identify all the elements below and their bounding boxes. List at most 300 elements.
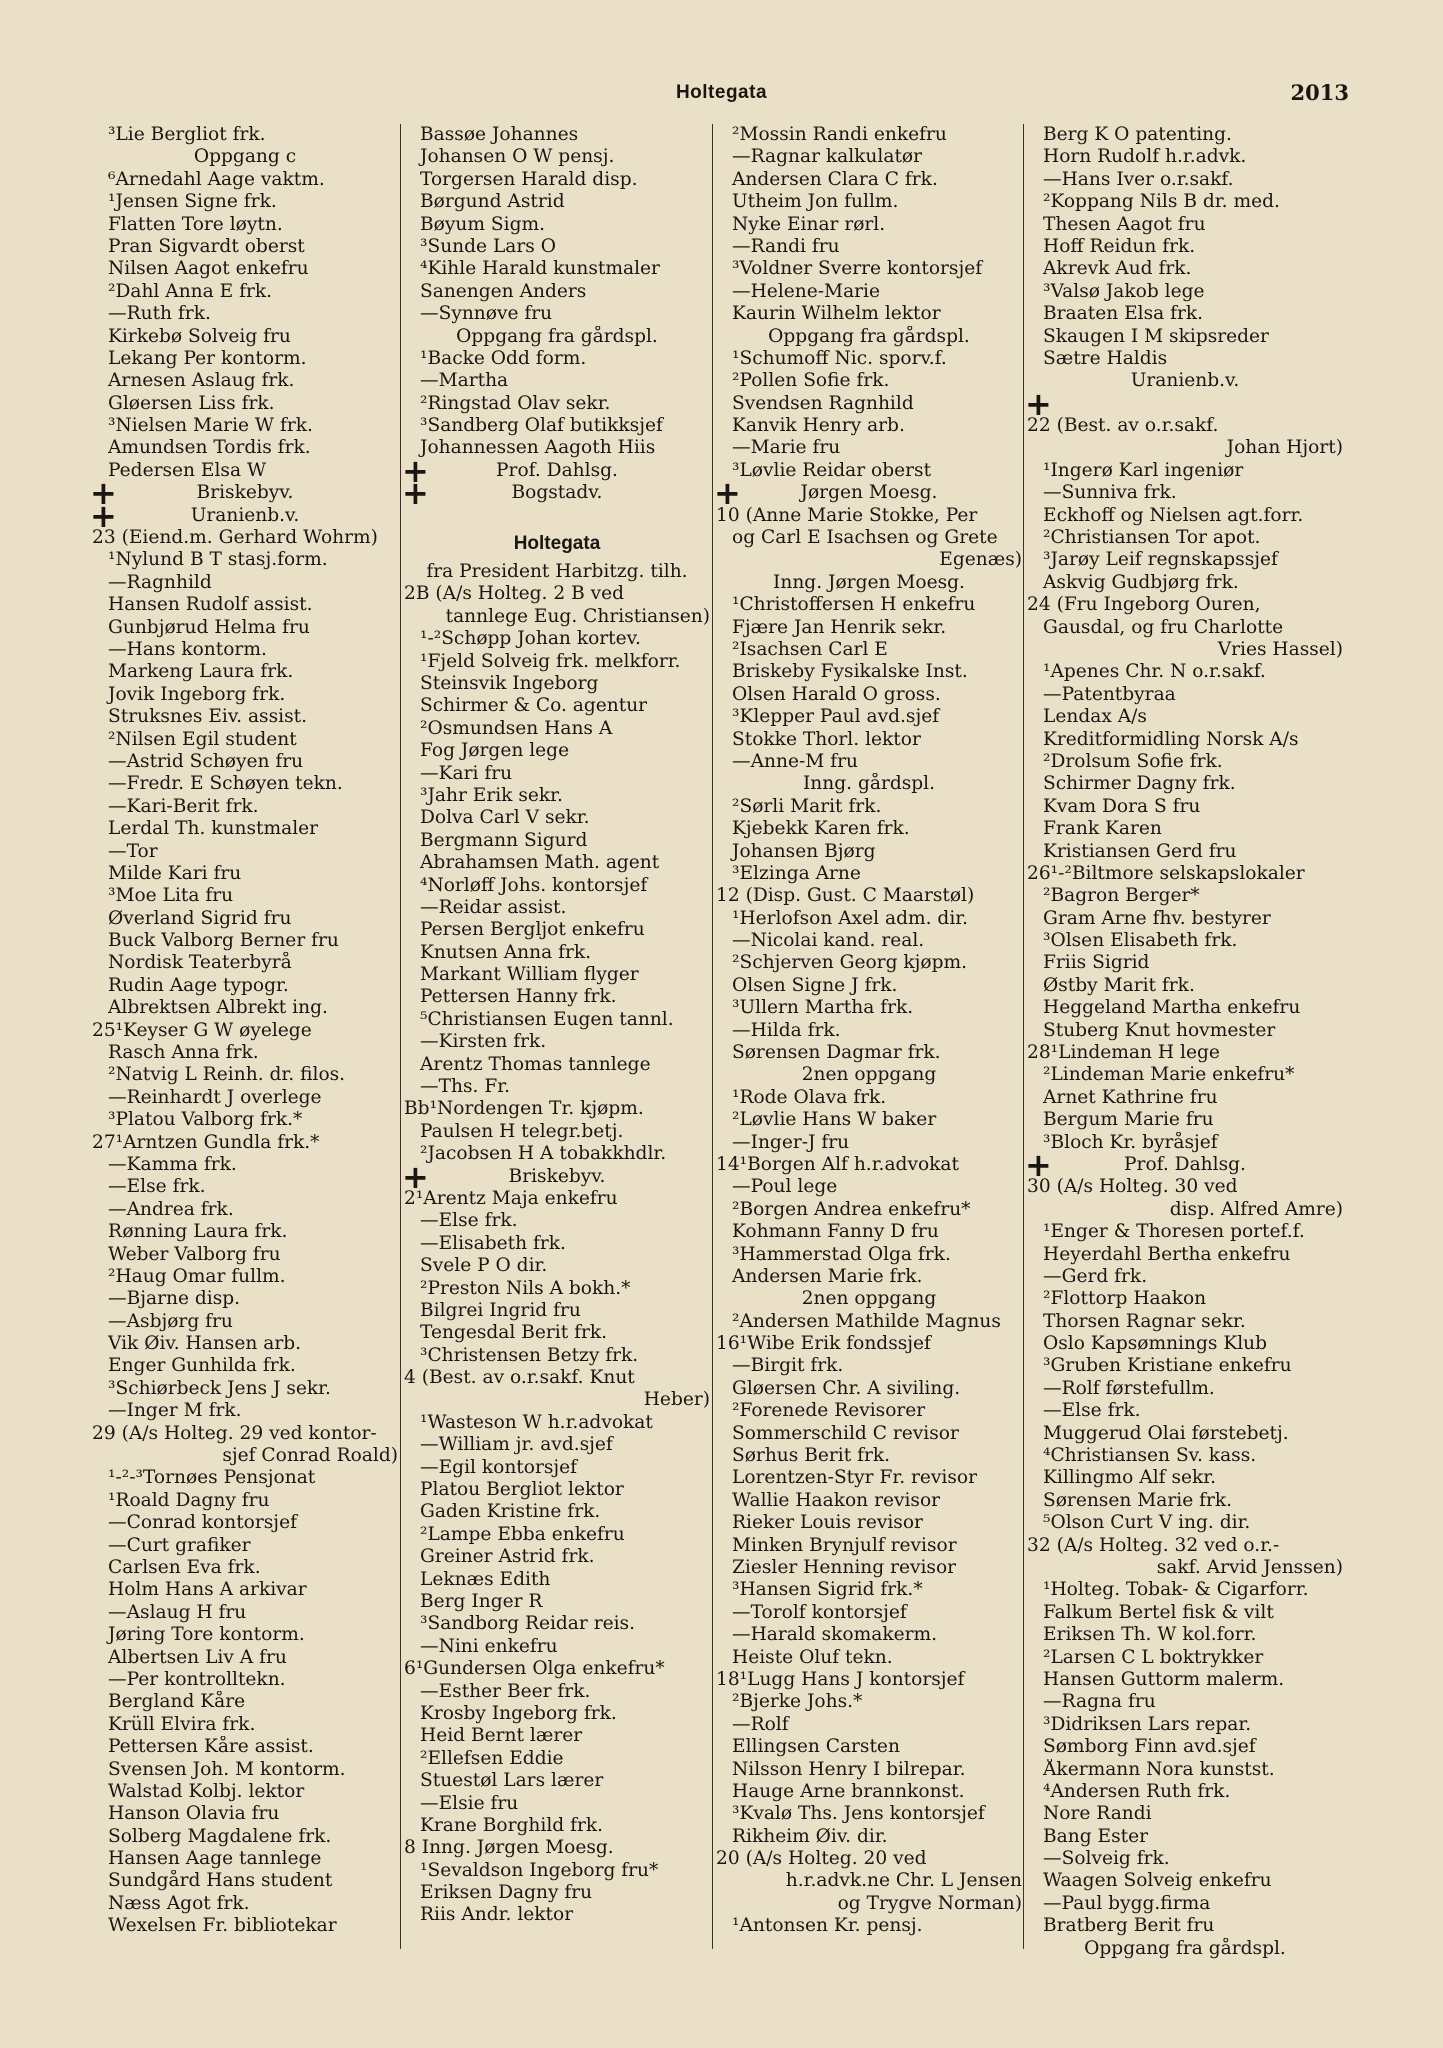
directory-entry: ³Hansen Sigrid frk.* <box>732 1579 923 1601</box>
directory-entry: Friis Sigrid <box>1043 952 1150 974</box>
directory-entry: —Curt grafiker <box>108 1534 251 1556</box>
directory-entry: —Kirsten frk. <box>420 1031 547 1053</box>
directory-entry: —Ruth frk. <box>108 303 211 325</box>
directory-entry: fra President Harbitzg. tilh. <box>426 561 688 583</box>
directory-entry: ²Pollen Sofie frk. <box>732 370 890 392</box>
directory-entry: —Anne-M fru <box>732 750 858 772</box>
cross-street-marker: + Prof. Dahlsg. <box>404 460 710 482</box>
directory-entry: —Fredr. E Schøyen tekn. <box>108 773 343 795</box>
directory-entry: ³Kvalø Ths. Jens kontorsjef <box>732 1803 985 1825</box>
directory-entry: Sanengen Anders <box>420 280 587 302</box>
directory-entry: ²Forenede Revisorer <box>732 1400 926 1422</box>
directory-entry: Flatten Tore løytn. <box>108 213 283 235</box>
directory-entry: —Astrid Schøyen fru <box>108 750 304 772</box>
directory-entry: ³Didriksen Lars repar. <box>1043 1713 1252 1735</box>
directory-entry: Børgund Astrid <box>420 191 565 213</box>
directory-entry: Bergum Marie fru <box>1043 1109 1214 1131</box>
directory-entry: —Paul bygg.firma <box>1043 1892 1211 1914</box>
directory-entry: Kirkebø Solveig fru <box>108 325 291 347</box>
directory-entry: Johansen O W pensj. <box>420 146 615 168</box>
directory-entry: Eckhoff og Nielsen agt.forr. <box>1043 504 1304 526</box>
directory-entry: ²Natvig L Reinh. dr. filos. <box>108 1064 346 1086</box>
directory-entry: ²Ellefsen Eddie <box>420 1747 564 1769</box>
directory-entry: ²Drolsum Sofie frk. <box>1043 750 1223 772</box>
directory-entry: Bb¹Nordengen Tr. kjøpm. <box>404 1098 644 1120</box>
directory-entry: 25¹Keyser G W øyelege <box>92 1019 312 1041</box>
directory-entry: Vik Øiv. Hansen arb. <box>108 1333 302 1355</box>
directory-entry: Carlsen Eva frk. <box>108 1557 261 1578</box>
directory-entry: Torgersen Harald disp. <box>420 168 638 190</box>
directory-entry: Schirmer Dagny frk. <box>1043 773 1236 795</box>
directory-entry: ¹Fjeld Solveig frk. melkforr. <box>420 650 681 672</box>
directory-entry: Nore Randi <box>1043 1803 1152 1825</box>
directory-entry: ³Voldner Sverre kontorsjef <box>732 258 983 280</box>
directory-entry: Weber Valborg fru <box>108 1243 281 1265</box>
page-number: 2013 <box>1290 80 1349 105</box>
directory-entry: Stokke Thorl. lektor <box>732 728 921 750</box>
directory-entry: Johannessen Aagoth Hiis <box>420 437 656 459</box>
directory-entry: ⁴Norløff Johs. kontorsjef <box>420 874 648 896</box>
directory-entry: —Solveig frk. <box>1043 1848 1170 1870</box>
directory-entry: 2B (A/s Holteg. 2 B ved <box>404 583 625 605</box>
directory-entry: —Harald skomakerm. <box>732 1624 938 1646</box>
directory-entry: Dolva Carl V sekr. <box>420 807 590 829</box>
directory-entry: Uranienb.v. <box>1130 370 1240 392</box>
directory-entry: ³Jarøy Leif regnskapssjef <box>1043 549 1278 571</box>
directory-entry: Sørensen Dagmar frk. <box>732 1042 941 1064</box>
directory-entry: Falkum Bertel fisk & vilt <box>1043 1601 1274 1623</box>
column-divider <box>712 124 713 1949</box>
directory-entry: —Tor <box>108 840 158 862</box>
directory-entry: 2nen oppgang <box>801 1064 937 1086</box>
column-1 <box>92 124 398 1938</box>
directory-entry: ¹Sevaldson Ingeborg fru* <box>420 1859 659 1881</box>
directory-entry: Heber) <box>643 1389 710 1411</box>
directory-entry: —Birgit frk. <box>732 1355 844 1377</box>
directory-entry: 2¹Arentz Maja enkefru <box>404 1187 618 1209</box>
directory-entry: Johan Hjort) <box>1226 437 1343 459</box>
directory-entry: ²Larsen C L boktrykker <box>1043 1646 1264 1668</box>
directory-entry: Berg K O patenting. <box>1043 124 1232 145</box>
directory-entry: 14¹Borgen Alf h.r.advokat <box>716 1153 959 1175</box>
directory-entry: Utheim Jon fullm. <box>732 191 899 213</box>
directory-entry: Kanvik Henry arb. <box>732 415 905 437</box>
directory-entry: Lendax A/s <box>1043 706 1147 728</box>
directory-entry: Gausdal, og fru Charlotte <box>1043 616 1284 638</box>
directory-entry: ³Løvlie Reidar oberst <box>732 459 932 481</box>
directory-entry: Riis Andr. lektor <box>420 1904 574 1926</box>
directory-entry: Gram Arne fhv. bestyrer <box>1043 907 1271 929</box>
directory-entry: og Carl E Isachsen og Grete <box>732 527 998 549</box>
directory-entry: Rønning Laura frk. <box>108 1221 288 1243</box>
directory-entry: —Randi fru <box>732 235 840 257</box>
directory-entry: Sømborg Finn avd.sjef <box>1043 1736 1256 1758</box>
directory-entry: ²Løvlie Hans W baker <box>732 1109 937 1131</box>
directory-entry: Berg Inger R <box>420 1591 543 1612</box>
directory-entry: Sundgård Hans student <box>108 1870 333 1892</box>
directory-entry: ⁶Arnedahl Aage vaktm. <box>108 168 325 190</box>
column-3 <box>716 124 1022 1938</box>
directory-entry: Johansen Bjørg <box>732 840 876 862</box>
directory-entry: Schirmer & Co. agentur <box>420 695 648 717</box>
directory-entry: sjef Conrad Roald) <box>222 1445 398 1467</box>
directory-entry: ¹Apenes Chr. N o.r.sakf. <box>1043 661 1266 683</box>
directory-entry: —Bjarne disp. <box>108 1288 241 1310</box>
directory-entry: Bilgrei Ingrid fru <box>420 1299 581 1321</box>
directory-entry: —Per kontrolltekn. <box>108 1668 286 1690</box>
directory-entry: ³Bloch Kr. byråsjef <box>1043 1131 1218 1153</box>
directory-entry: Sætre Haldis <box>1043 347 1168 369</box>
directory-entry: 23 (Eiend.m. Gerhard Wohrm) <box>92 527 378 549</box>
directory-entry: ³Ullern Martha frk. <box>732 997 914 1019</box>
directory-entry: Abrahamsen Math. agent <box>420 852 660 874</box>
directory-entry: Kreditformidling Norsk A/s <box>1043 728 1299 750</box>
directory-entry: Killingmo Alf sekr. <box>1043 1467 1217 1489</box>
directory-entry: —Else frk. <box>108 1176 206 1198</box>
directory-entry: ¹Wasteson W h.r.advokat <box>420 1411 653 1433</box>
directory-entry: ²Isachsen Carl E <box>732 638 888 660</box>
directory-entry: ²Andersen Mathilde Magnus <box>732 1310 1001 1332</box>
directory-entry: —Aslaug H fru <box>108 1601 247 1623</box>
directory-entry <box>404 505 710 527</box>
directory-entry: Jovik Ingeborg frk. <box>108 683 286 705</box>
directory-entry: —Esther Beer frk. <box>420 1680 591 1702</box>
directory-entry: Kjebekk Karen frk. <box>732 818 910 840</box>
directory-entry: —Ragnhild <box>108 571 212 593</box>
directory-entry: —Gerd frk. <box>1043 1265 1148 1287</box>
directory-entry: Kohmann Fanny D fru <box>732 1221 939 1243</box>
directory-entry: 32 (A/s Holteg. 32 ved o.r.- <box>1027 1534 1280 1556</box>
directory-entry: ²Nilsen Egil student <box>108 728 297 750</box>
directory-entry: Arnesen Aslaug frk. <box>108 370 295 392</box>
directory-entry: —Reinhardt J overlege <box>108 1086 322 1108</box>
directory-entry: Arnet Kathrine fru <box>1043 1086 1218 1108</box>
directory-entry: Knutsen Anna frk. <box>420 941 592 963</box>
directory-entry: ³Sunde Lars O <box>420 235 556 257</box>
directory-entry: Åkermann Nora kunstst. <box>1043 1758 1275 1780</box>
directory-entry: Heyerdahl Bertha enkefru <box>1043 1243 1291 1265</box>
directory-entry: Eriksen Dagny fru <box>420 1882 593 1904</box>
directory-entry: 28¹Lindeman H lege <box>1027 1042 1220 1064</box>
directory-entry: —Inger M frk. <box>108 1400 242 1422</box>
directory-entry: ²Bagron Berger* <box>1043 885 1200 907</box>
directory-entry: ¹Enger & Thoresen portef.f. <box>1043 1221 1305 1243</box>
directory-entry: Østby Marit frk. <box>1043 974 1195 996</box>
directory-entry: —Hans kontorm. <box>108 638 267 660</box>
directory-entry: ³Christensen Betzy frk. <box>420 1344 639 1366</box>
directory-entry: ²Osmundsen Hans A <box>420 717 613 739</box>
directory-entry: ¹‑²Schøpp Johan kortev. <box>420 628 641 650</box>
directory-entry: ³Lie Bergliot frk. <box>108 124 266 145</box>
directory-entry: —Asbjørg fru <box>108 1310 233 1332</box>
directory-entry: Steinsvik Ingeborg <box>420 672 599 694</box>
directory-entry: ¹Jensen Signe frk. <box>108 191 277 213</box>
directory-entry: —Andrea frk. <box>108 1198 234 1220</box>
directory-entry: Briskeby Fysikalske Inst. <box>732 661 968 683</box>
directory-entry: Pran Sigvardt oberst <box>108 235 305 257</box>
directory-entry: —Hilda frk. <box>732 1019 841 1041</box>
directory-entry: ²Mossin Randi enkefru <box>732 124 947 145</box>
directory-entry: ¹Schumoff Nic. sporv.f. <box>732 347 947 369</box>
directory-entry: Albrektsen Albrekt ing. <box>108 997 328 1019</box>
directory-entry: Buck Valborg Berner fru <box>108 930 339 952</box>
directory-entry: ³Moe Lita fru <box>108 885 234 907</box>
directory-entry: —Poul lege <box>732 1176 838 1198</box>
directory-entry: Hanson Olavia fru <box>108 1803 280 1825</box>
directory-entry: ²Christiansen Tor apot. <box>1043 527 1261 549</box>
directory-entry: —Rolf <box>732 1713 789 1735</box>
directory-entry: 8 Inng. Jørgen Moesg. <box>404 1837 614 1859</box>
cross-street-marker: + Jørgen Moesg. <box>716 482 1022 504</box>
column-4 <box>1027 124 1343 1960</box>
directory-entry: ¹Herlofson Axel adm. dir. <box>732 907 969 929</box>
directory-entry: tannlege Eug. Christiansen) <box>445 605 710 627</box>
directory-entry: ³Hammerstad Olga frk. <box>732 1243 951 1265</box>
directory-entry: Stuestøl Lars lærer <box>420 1770 604 1792</box>
directory-entry: Skaugen I M skipsreder <box>1043 325 1269 347</box>
directory-entry: ³Nielsen Marie W frk. <box>108 415 313 437</box>
directory-entry: ⁵Christiansen Eugen tannl. <box>420 1008 674 1030</box>
directory-entry: ¹Rode Olava frk. <box>732 1086 887 1108</box>
directory-entry: Oppgang fra gårdspl. <box>768 325 970 347</box>
directory-entry: Braaten Elsa frk. <box>1043 303 1204 325</box>
directory-entry: —Ragnar kalkulatør <box>732 146 922 168</box>
directory-entry: ²Lampe Ebba enkefru <box>420 1523 625 1545</box>
directory-entry: Pedersen Elsa W <box>108 459 267 481</box>
directory-entry: —Else frk. <box>420 1210 518 1232</box>
directory-entry: Lekang Per kontorm. <box>108 347 307 369</box>
directory-entry: Krosby Ingeborg frk. <box>420 1702 617 1724</box>
directory-entry: —Reidar assist. <box>420 896 567 918</box>
directory-entry: Nilsson Henry I bilrepar. <box>732 1758 966 1780</box>
directory-entry: ²Schjerven Georg kjøpm. <box>732 952 968 974</box>
directory-entry: Rasch Anna frk. <box>108 1042 259 1064</box>
directory-entry: Andersen Clara C frk. <box>732 168 938 190</box>
directory-entry: ¹Ingerø Karl ingeniør <box>1043 459 1244 481</box>
directory-entry: 6¹Gundersen Olga enkefru* <box>404 1658 665 1680</box>
directory-entry: Thesen Aagot fru <box>1043 213 1206 235</box>
directory-entry: ²Lindeman Marie enkefru* <box>1043 1064 1295 1086</box>
directory-entry: Oppgang c <box>193 146 297 168</box>
directory-entry: Hauge Arne brannkonst. <box>732 1780 965 1802</box>
directory-entry: Bang Ester <box>1043 1825 1149 1847</box>
directory-entry: Ziesler Henning revisor <box>732 1557 957 1578</box>
directory-entry: 16¹Wibe Erik fondssjef <box>716 1333 931 1355</box>
directory-entry: —Egil kontorsjef <box>420 1456 578 1478</box>
directory-entry: Albertsen Liv A fru <box>108 1646 287 1668</box>
directory-entry: ³Gruben Kristiane enkefru <box>1043 1355 1292 1377</box>
directory-entry: Wexelsen Fr. bibliotekar <box>108 1915 337 1937</box>
directory-entry: ³Jahr Erik sekr. <box>420 784 563 806</box>
directory-entry: Krüll Elvira frk. <box>108 1713 256 1735</box>
directory-entry: Eriksen Th. W kol.forr. <box>1043 1624 1257 1646</box>
directory-entry: Inng. Jørgen Moesg. <box>773 571 965 593</box>
column-divider <box>400 124 401 1949</box>
directory-entry: 27¹Arntzen Gundla frk.* <box>92 1131 320 1153</box>
directory-entry: Markeng Laura frk. <box>108 661 294 683</box>
directory-entry: ¹Nylund B T stasj.form. <box>108 549 328 571</box>
directory-entry: Waagen Solveig enkefru <box>1043 1870 1272 1892</box>
directory-entry: Stuberg Knut hovmester <box>1043 1019 1276 1041</box>
directory-entry: Hoff Reidun frk. <box>1043 235 1196 257</box>
directory-entry: 29 (A/s Holteg. 29 ved kontor- <box>92 1422 377 1444</box>
directory-entry: Paulsen H telegr.betj. <box>420 1120 624 1142</box>
directory-entry: Gløersen Liss frk. <box>108 392 275 414</box>
directory-entry: Frank Karen <box>1043 818 1162 840</box>
directory-entry: Lorentzen-Styr Fr. revisor <box>732 1467 977 1489</box>
directory-entry: Heiste Oluf tekn. <box>732 1646 893 1668</box>
directory-entry: Gløersen Chr. A siviling. <box>732 1377 961 1399</box>
directory-entry: Walstad Kolbj. lektor <box>108 1780 305 1802</box>
directory-entry: ¹Antonsen Kr. pensj. <box>732 1915 923 1937</box>
directory-entry: Arentz Thomas tannlege <box>420 1053 651 1075</box>
directory-entry: ⁴Kihle Harald kunstmaler <box>420 258 660 280</box>
directory-entry: Hansen Guttorm malerm. <box>1043 1668 1285 1690</box>
directory-entry: Inng. gårdspl. <box>802 773 936 795</box>
directory-entry: Minken Brynjulf revisor <box>732 1534 957 1556</box>
directory-entry: Wallie Haakon revisor <box>732 1489 941 1511</box>
directory-entry: ¹Backe Odd form. <box>420 347 587 369</box>
directory-entry: og Trygve Norman) <box>837 1892 1022 1914</box>
directory-entry: Greiner Astrid frk. <box>420 1546 595 1568</box>
directory-entry: —Conrad kontorsjef <box>108 1512 297 1534</box>
directory-entry: —Torolf kontorsjef <box>732 1601 907 1623</box>
directory-entry: Kristiansen Gerd fru <box>1043 840 1237 862</box>
directory-entry: —Helene-Marie <box>732 280 880 302</box>
directory-entry: Vries Hassel) <box>1217 638 1343 660</box>
directory-entry: Kvam Dora S fru <box>1043 795 1201 817</box>
directory-entry: Lerdal Th. kunstmaler <box>108 818 319 840</box>
directory-entry: ²Jacobsen H A tobakkhdlr. <box>420 1143 667 1165</box>
directory-entry: Gunbjørud Helma fru <box>108 616 310 638</box>
directory-entry: ³Sandborg Reidar reis. <box>420 1613 635 1635</box>
directory-entry: Øverland Sigrid fru <box>108 907 292 929</box>
directory-entry: Sørensen Marie frk. <box>1043 1489 1233 1511</box>
directory-entry: ¹Holteg. Tobak- & Cigarforr. <box>1043 1579 1309 1601</box>
directory-entry: Bergmann Sigurd <box>420 829 588 851</box>
directory-entry: Ellingsen Carsten <box>732 1736 900 1758</box>
directory-entry: Enger Gunhilda frk. <box>108 1355 296 1377</box>
cross-street-marker: + Prof. Dahlsg. <box>1027 1154 1343 1176</box>
directory-entry: Næss Agot frk. <box>108 1892 250 1914</box>
directory-entry: —Synnøve fru <box>420 303 553 325</box>
directory-entry: —Kari fru <box>420 762 513 784</box>
directory-entry: Askvig Gudbjørg frk. <box>1043 571 1239 593</box>
directory-entry: Oppgang fra gårdspl. <box>1084 1937 1286 1959</box>
directory-entry: —William jr. avd.sjef <box>420 1434 613 1456</box>
directory-entry: 4 (Best. av o.r.sakf. Knut <box>404 1367 635 1389</box>
directory-entry: 10 (Anne Marie Stokke, Per <box>716 504 978 526</box>
directory-entry: Gaden Kristine frk. <box>420 1501 601 1523</box>
directory-entry: Svele P O dir. <box>420 1255 548 1277</box>
directory-entry: Rikheim Øiv. dir. <box>732 1825 888 1847</box>
directory-entry: Hansen Aage tannlege <box>108 1848 322 1870</box>
directory-entry: Krane Borghild frk. <box>420 1814 604 1836</box>
cross-street-marker <box>1027 393 1343 415</box>
directory-entry: Akrevk Aud frk. <box>1043 258 1192 280</box>
directory-entry: Muggerud Olai førstebetj. <box>1043 1422 1289 1444</box>
directory-entry: Nyke Einar rørl. <box>732 213 886 235</box>
directory-entry: 24 (Fru Ingeborg Ouren, <box>1027 594 1261 616</box>
directory-entry: 20 (A/s Holteg. 20 ved <box>716 1848 927 1870</box>
directory-entry: Milde Kari fru <box>108 862 242 884</box>
directory-entry: Struksnes Eiv. assist. <box>108 706 307 728</box>
directory-entry: ²Borgen Andrea enkefru* <box>732 1198 971 1220</box>
directory-entry: Sørhus Berit frk. <box>732 1445 891 1467</box>
directory-entry: ⁴Christiansen Sv. kass. <box>1043 1445 1257 1467</box>
directory-entry: ¹Christoffersen H enkefru <box>732 594 976 616</box>
directory-entry: Kaurin Wilhelm lektor <box>732 303 941 325</box>
directory-entry: ³Sandberg Olaf butikksjef <box>420 415 663 437</box>
directory-entry: ³Platou Valborg frk.* <box>108 1109 303 1131</box>
directory-entry: Olsen Signe J frk. <box>732 974 898 996</box>
directory-entry: Platou Bergliot lektor <box>420 1479 624 1501</box>
directory-entry: ³Elzinga Arne <box>732 862 861 884</box>
directory-entry: 18¹Lugg Hans J kontorsjef <box>716 1668 965 1690</box>
directory-entry: Fjære Jan Henrik sekr. <box>732 616 947 638</box>
directory-entry: Nordisk Teaterbyrå <box>108 952 292 974</box>
directory-entry: —Sunniva frk. <box>1043 482 1177 504</box>
directory-entry: —Marie fru <box>732 437 841 459</box>
directory-entry: Pettersen Hanny frk. <box>420 986 617 1008</box>
directory-entry: —Else frk. <box>1043 1400 1141 1422</box>
directory-entry: —Hans Iver o.r.sakf. <box>1043 168 1234 190</box>
directory-entry: Olsen Harald O gross. <box>732 683 941 705</box>
directory-entry: Andersen Marie frk. <box>732 1265 923 1287</box>
directory-entry: 30 (A/s Holteg. 30 ved <box>1027 1176 1238 1198</box>
directory-entry: ²Bjerke Johs.* <box>732 1691 863 1713</box>
directory-entry: Heid Bernt lærer <box>420 1725 583 1747</box>
directory-entry: Leknæs Edith <box>420 1568 551 1590</box>
directory-entry: Oppgang fra gårdspl. <box>456 325 658 347</box>
directory-entry: Bergland Kåre <box>108 1691 246 1713</box>
directory-entry: Oslo Kapsømnings Klub <box>1043 1333 1268 1355</box>
directory-entry: ³Schiørbeck Jens J sekr. <box>108 1377 331 1399</box>
directory-entry: 22 (Best. av o.r.sakf. <box>1027 415 1219 437</box>
directory-entry: —Rolf førstefullm. <box>1043 1377 1215 1399</box>
directory-entry: —Nicolai kand. real. <box>732 930 925 952</box>
directory-entry: Rieker Louis revisor <box>732 1512 923 1534</box>
column-2 <box>404 124 710 1927</box>
directory-entry: Solberg Magdalene frk. <box>108 1825 332 1847</box>
directory-entry: —Nini enkefru <box>420 1635 558 1657</box>
directory-entry: —Kamma frk. <box>108 1153 237 1175</box>
directory-entry: ³Olsen Elisabeth frk. <box>1043 930 1238 952</box>
directory-entry: Bøyum Sigm. <box>420 213 546 235</box>
directory-entry: 26¹‑²Biltmore selskapslokaler <box>1027 862 1305 884</box>
directory-entry: Nilsen Aagot enkefru <box>108 258 309 280</box>
directory-entry: Jøring Tore kontorm. <box>108 1624 305 1646</box>
cross-street-marker: + Bogstadv. <box>404 482 710 504</box>
directory-entry: Persen Bergljot enkefru <box>420 919 645 941</box>
directory-entry: sakf. Arvid Jenssen) <box>1156 1557 1343 1578</box>
directory-entry: Thorsen Ragnar sekr. <box>1043 1310 1246 1332</box>
directory-entry: Bassøe Johannes <box>420 124 579 145</box>
directory-entry: ²Haug Omar fullm. <box>108 1265 286 1287</box>
directory-entry: —Elisabeth frk. <box>420 1232 566 1254</box>
directory-entry: Fog Jørgen lege <box>420 740 570 762</box>
directory-entry: Egenæs) <box>939 549 1022 571</box>
directory-entry: —Martha <box>420 370 509 392</box>
directory-entry: Amundsen Tordis frk. <box>108 437 311 459</box>
directory-entry: —Elsie fru <box>420 1792 519 1814</box>
directory-entry: ²Dahl Anna E frk. <box>108 280 273 302</box>
directory-entry: 2nen oppgang <box>801 1288 937 1310</box>
directory-entry: Tengesdal Berit frk. <box>420 1322 608 1344</box>
directory-entry: Horn Rudolf h.r.advk. <box>1043 146 1247 168</box>
directory-entry: Pettersen Kåre assist. <box>108 1736 314 1758</box>
directory-entry: ²Sørli Marit frk. <box>732 795 882 817</box>
